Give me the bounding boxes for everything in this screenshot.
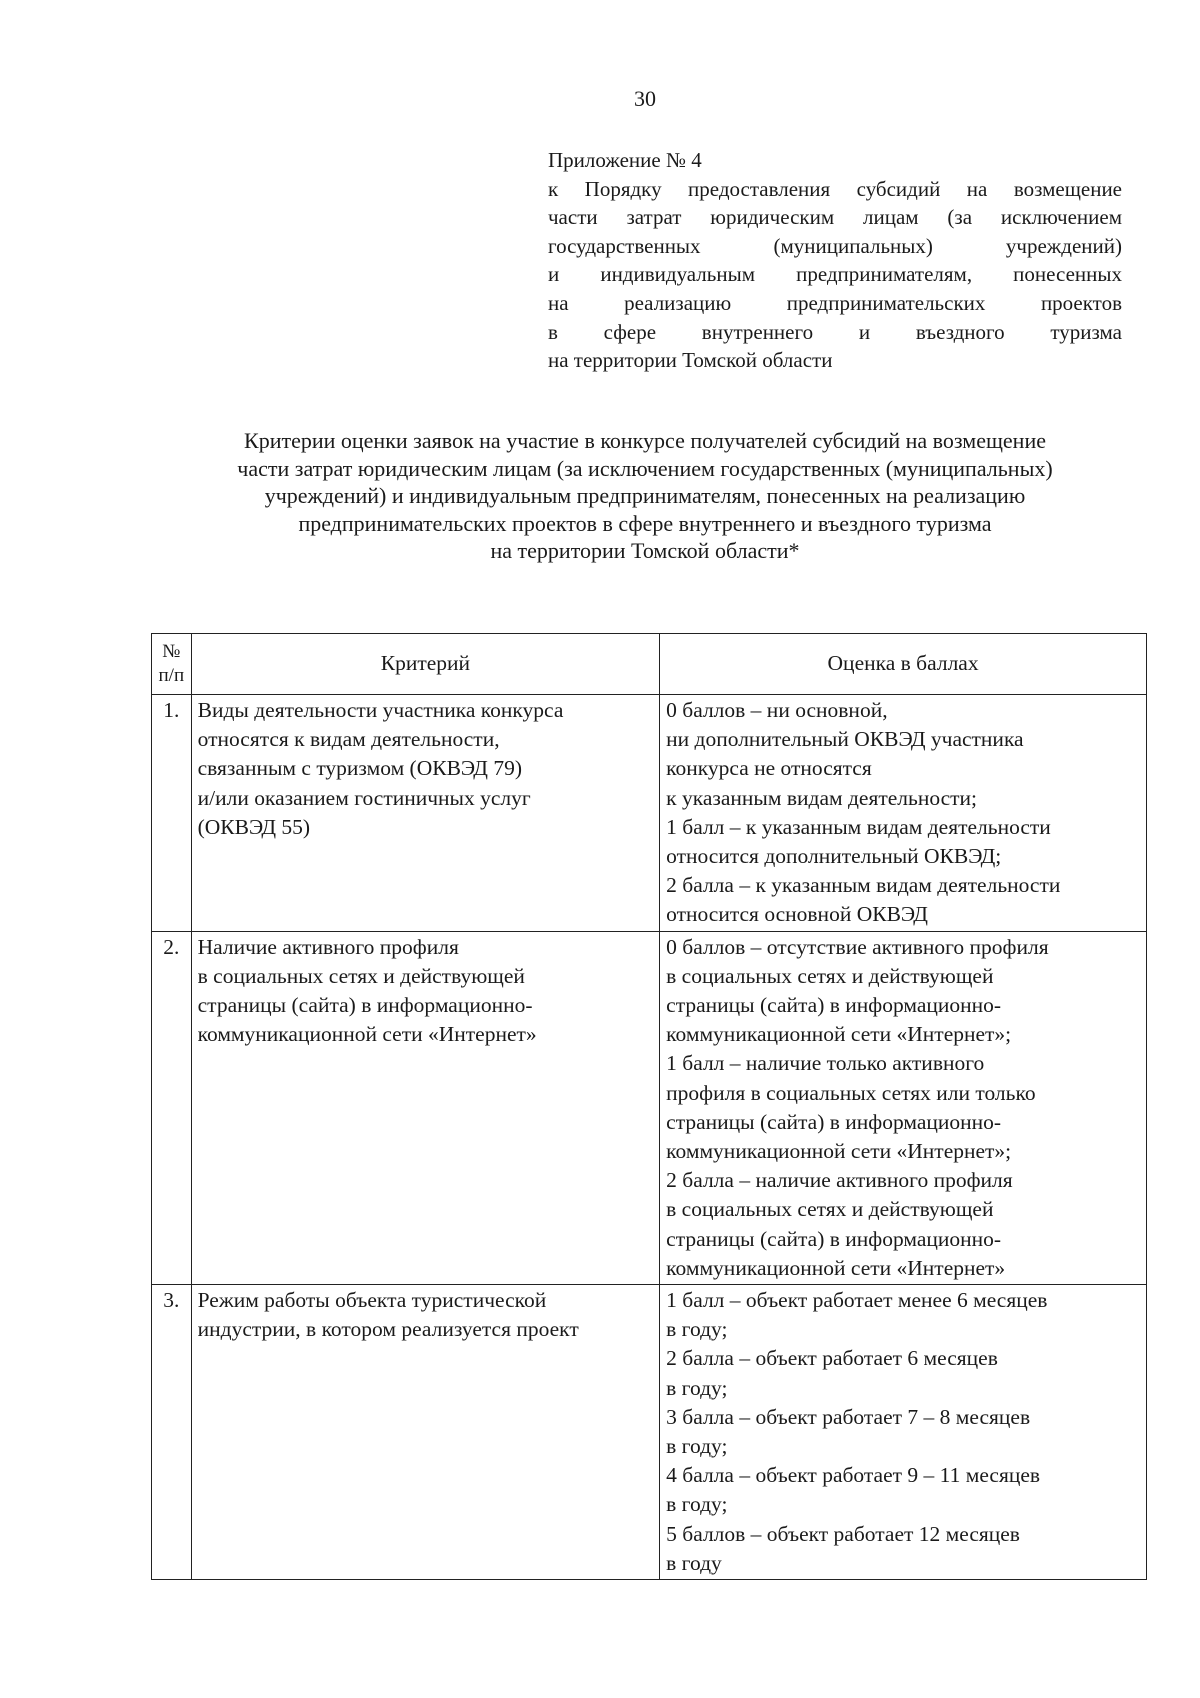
- title-line: на территории Томской области*: [490, 538, 800, 563]
- score-cell: [660, 931, 1147, 1284]
- score-cell: [660, 1285, 1147, 1580]
- cell-line: коммуникационной сети «Интернет»: [197, 1022, 537, 1047]
- cell-line: Виды деятельности участника конкурса: [197, 698, 564, 722]
- table-row: [152, 695, 1147, 932]
- cell-line: и/или оказанием гостиничных услуг: [197, 785, 531, 810]
- row-number: 2.: [152, 931, 192, 1284]
- cell-line: коммуникационной сети «Интернет»;: [666, 1022, 1012, 1047]
- criteria-table: [151, 633, 1147, 1580]
- title-line: Критерии оценки заявок на участие в конкурсе получателей субсидий на возмещение: [244, 428, 1046, 453]
- appendix-line: на реализацию предпринимательских проектов: [548, 290, 1122, 315]
- criterion-cell: [191, 695, 660, 932]
- cell-line: индустрии, в котором реализуется проект: [197, 1317, 579, 1342]
- cell-line: 2 балла – к указанным видам деятельности: [666, 873, 1061, 898]
- cell-line: 2 балла – наличие активного профиля: [666, 1168, 1013, 1193]
- cell-line: в социальных сетях и действующей: [666, 963, 994, 988]
- cell-line: в году;: [666, 1375, 728, 1400]
- table-row: [152, 931, 1147, 1284]
- cell-line: 1 балл – к указанным видам деятельности: [666, 814, 1051, 839]
- criterion-cell: [191, 931, 660, 1284]
- appendix-line: части затрат юридическим лицам (за исключением: [548, 205, 1122, 230]
- table-header-row: [152, 634, 1147, 695]
- cell-line: в году;: [666, 1317, 728, 1342]
- cell-line: страницы (сайта) в информационно-: [666, 993, 1002, 1018]
- cell-line: страницы (сайта) в информационно-: [197, 993, 533, 1018]
- cell-line: 2 балла – объект работает 6 месяцев: [666, 1346, 998, 1371]
- cell-line: профиля в социальных сетях или только: [666, 1080, 1036, 1105]
- title-line: учреждений) и индивидуальным предпринимателям, понесенных на реализацию: [264, 483, 1026, 508]
- page-number: 30: [634, 86, 656, 111]
- title-line: предпринимательских проектов в сфере внутреннего и въездного туризма: [298, 510, 992, 536]
- cell-line: конкурса не относятся: [666, 756, 872, 781]
- cell-line: Наличие активного профиля: [197, 934, 459, 959]
- cell-line: 5 баллов – объект работает 12 месяцев: [666, 1521, 1020, 1546]
- cell-line: Режим работы объекта туристической: [197, 1288, 547, 1313]
- cell-line: страницы (сайта) в информационно-: [666, 1109, 1002, 1134]
- title-line: части затрат юридическим лицам (за исключением государственных (муниципальных): [237, 455, 1053, 481]
- criterion-cell: [191, 1285, 660, 1580]
- appendix-line: государственных (муниципальных) учреждений): [548, 233, 1122, 258]
- document-title: [140, 427, 1150, 565]
- cell-line: 0 баллов – отсутствие активного профиля: [666, 934, 1049, 959]
- appendix-line: к Порядку предоставления субсидий на возмещение: [548, 176, 1122, 201]
- cell-line: 1 балл – объект работает менее 6 месяцев: [666, 1288, 1048, 1313]
- cell-line: (ОКВЭД 55): [197, 814, 311, 839]
- cell-line: 4 балла – объект работает 9 – 11 месяцев: [666, 1463, 1041, 1488]
- cell-line: в социальных сетях и действующей: [197, 963, 525, 988]
- row-number: 3.: [152, 1285, 192, 1580]
- table-row: [152, 1285, 1147, 1580]
- cell-line: коммуникационной сети «Интернет»: [666, 1255, 1006, 1280]
- cell-line: в году;: [666, 1492, 728, 1517]
- appendix-block: [548, 146, 1122, 375]
- cell-line: страницы (сайта) в информационно-: [666, 1226, 1002, 1251]
- appendix-title: Приложение № 4: [548, 148, 702, 172]
- cell-line: связанным с туризмом (ОКВЭД 79): [197, 756, 523, 781]
- cell-line: в году: [666, 1550, 722, 1575]
- cell-line: относятся к видам деятельности,: [197, 727, 500, 752]
- cell-line: в социальных сетях и действующей: [666, 1197, 994, 1222]
- cell-line: относится дополнительный ОКВЭД;: [666, 844, 1002, 869]
- header-criterion: Критерий: [191, 634, 660, 695]
- cell-line: коммуникационной сети «Интернет»;: [666, 1139, 1012, 1164]
- header-score: Оценка в баллах: [660, 634, 1147, 695]
- cell-line: 3 балла – объект работает 7 – 8 месяцев: [666, 1404, 1031, 1429]
- cell-line: относится основной ОКВЭД: [666, 902, 928, 927]
- appendix-line: в сфере внутреннего и въездного туризма: [548, 319, 1122, 344]
- row-number: 1.: [152, 695, 192, 932]
- header-num: № п/п: [152, 634, 192, 695]
- appendix-line: и индивидуальным предпринимателям, понесенных: [548, 262, 1122, 287]
- cell-line: 1 балл – наличие только активного: [666, 1051, 985, 1076]
- cell-line: ни дополнительный ОКВЭД участника: [666, 727, 1024, 752]
- score-cell: [660, 695, 1147, 932]
- appendix-line: на территории Томской области: [548, 348, 833, 373]
- cell-line: к указанным видам деятельности;: [666, 785, 978, 810]
- cell-line: в году;: [666, 1434, 728, 1459]
- cell-line: 0 баллов – ни основной,: [666, 698, 888, 722]
